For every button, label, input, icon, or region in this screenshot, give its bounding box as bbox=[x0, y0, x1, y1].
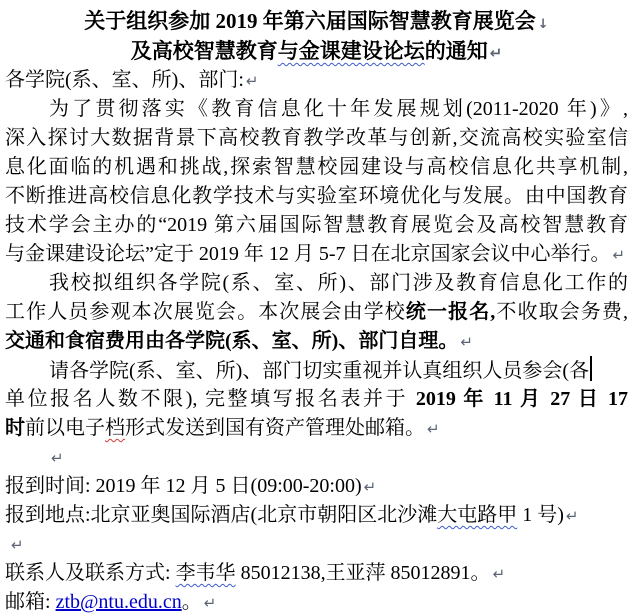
checkin-time-line bbox=[5, 472, 628, 501]
checkin-time-text: 报到时间: 2019 年 12 月 5 日(09:00-20:00) bbox=[5, 475, 362, 497]
para3-text-2a: 单位报名人数不限), 完整填写报名表并于 bbox=[5, 388, 416, 410]
paragraph-mark: ↵ bbox=[203, 594, 217, 612]
para1-line4 bbox=[5, 182, 628, 211]
para2-line1 bbox=[5, 269, 628, 298]
contact-line bbox=[5, 559, 628, 588]
para3-line3 bbox=[5, 414, 628, 443]
para2-text-2c: 不收取会务费, bbox=[495, 301, 629, 323]
contact-spellcheck-flagged-name: 李韦华 bbox=[175, 562, 236, 584]
paragraph-mark: ↵ bbox=[427, 420, 440, 438]
doc-title-line-2 bbox=[5, 36, 628, 66]
para1-text-6: 与金课建设论坛”定于 2019 年 12 月 5-7 日在北京国家会议中心举行。 bbox=[5, 243, 611, 265]
para3-text-3a: 前以电子 bbox=[25, 417, 105, 439]
para3-bold-hour-text: 时 bbox=[5, 417, 25, 439]
para3-line2 bbox=[5, 385, 628, 414]
title-text-2c: 的通知 bbox=[424, 39, 488, 63]
para3-text-3b: 形式发送到国有资产管理处邮箱。 bbox=[125, 417, 425, 439]
contact-numbers-text: 85012138,王亚萍 85012891。 bbox=[235, 562, 491, 584]
para3-bold-deadline-text: 2019 年 11 月 27 日 17 bbox=[415, 388, 628, 410]
para1-line6 bbox=[5, 240, 628, 269]
paragraph-mark: ↵ bbox=[492, 565, 506, 583]
para1-text-1: 为了贯彻落实《教育信息化十年发展规划(2011-2020 年)》, bbox=[49, 98, 628, 120]
text-cursor bbox=[590, 356, 592, 381]
empty-paragraph-2 bbox=[5, 530, 628, 559]
para1-line5 bbox=[5, 211, 628, 240]
para2-line2 bbox=[5, 298, 628, 327]
para1-line1 bbox=[5, 95, 628, 124]
paragraph-mark: ↵ bbox=[460, 333, 473, 351]
paragraph-mark: ↵ bbox=[363, 478, 377, 496]
email-suffix-text: 。 bbox=[181, 591, 202, 613]
email-line bbox=[5, 588, 628, 613]
paragraph-mark: ↵ bbox=[245, 72, 259, 90]
checkin-place-text-c: 1 号) bbox=[517, 504, 564, 526]
title-spellcheck-flagged-text: 与金课建设论坛 bbox=[277, 39, 425, 63]
doc-title-line-1 bbox=[5, 6, 628, 36]
para3-line1 bbox=[5, 356, 628, 385]
contact-label: 联系人及联系方式: bbox=[5, 562, 176, 584]
para1-line3 bbox=[5, 153, 628, 182]
paragraph-mark: ↵ bbox=[612, 246, 626, 264]
para2-bold-expense-text: 交通和食宿费用由各学院(系、室、所)、部门自理。 bbox=[5, 330, 459, 352]
para3-spellcheck-flagged-text: 档 bbox=[105, 417, 125, 439]
paragraph-mark: ↵ bbox=[51, 449, 64, 467]
email-hyperlink[interactable]: ztb@ntu.edu.cn bbox=[55, 591, 182, 613]
title-text-1: 关于组织参加 2019 年第六届国际智慧教育展览会 bbox=[84, 9, 536, 33]
checkin-place-text-a: 报到地点:北京亚奥国际酒店(北京市朝阳区北沙滩 bbox=[5, 504, 438, 526]
para1-text-5: 技术学会主办的“2019 第六届国际智慧教育展览会及高校智慧教育 bbox=[5, 214, 628, 236]
salutation-text: 各学院(系、室、所)、部门: bbox=[5, 69, 244, 91]
para1-text-4: 不断推进高校信息化教学技术与实验室环境优化与发展。由中国教育 bbox=[5, 185, 628, 207]
para3-text-1: 请各学院(系、室、所)、部门切实重视并认真组织人员参会(各 bbox=[49, 360, 589, 382]
para1-line2 bbox=[5, 124, 628, 153]
para2-line3 bbox=[5, 327, 628, 356]
paragraph-mark: ↵ bbox=[11, 536, 24, 554]
checkin-spellcheck-flagged-text: 大屯路甲 bbox=[437, 504, 518, 526]
paragraph-mark: ↵ bbox=[565, 507, 579, 525]
para2-text-2a: 工作人员参观本次展览会。本次展会由学校 bbox=[5, 301, 406, 323]
para1-text-2: 深入探讨大数据背景下高校教育教学改革与创新,交流高校实验室信 bbox=[5, 127, 628, 149]
email-label: 邮箱: bbox=[5, 591, 56, 613]
para2-text-1: 我校拟组织各学院(系、室、所)、部门涉及教育信息化工作的 bbox=[49, 272, 628, 294]
para1-text-3: 息化面临的机遇和挑战,探索智慧校园建设与高校信息化共享机制, bbox=[5, 156, 628, 178]
salutation-line bbox=[5, 66, 628, 95]
title-text-2a: 及高校智慧教育 bbox=[130, 39, 278, 63]
paragraph-mark: ↵ bbox=[489, 44, 503, 62]
checkin-place-line bbox=[5, 501, 628, 530]
line-break-mark: ↓ bbox=[537, 17, 549, 32]
para2-bold-register-text: 统一报名, bbox=[405, 301, 496, 323]
empty-paragraph-1 bbox=[5, 443, 628, 472]
